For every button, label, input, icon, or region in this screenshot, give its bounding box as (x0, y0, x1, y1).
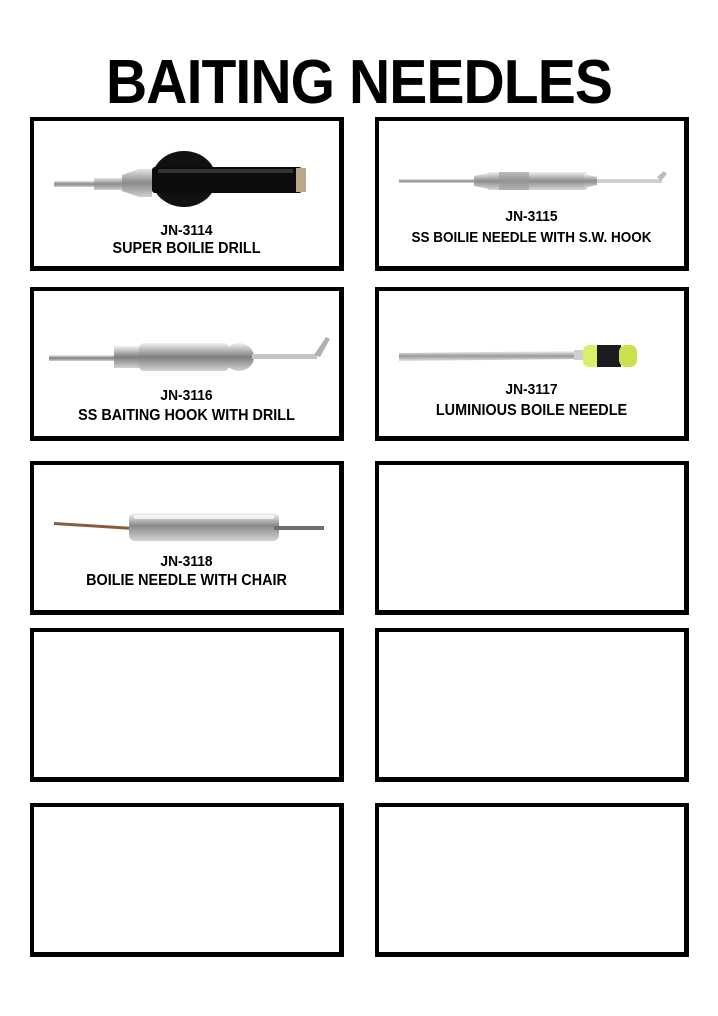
product-card-jn-3116 (30, 287, 344, 441)
ss-baiting-hook-drill-image (34, 291, 339, 386)
empty-card (30, 628, 344, 782)
empty-card (375, 803, 689, 957)
product-card-jn-3115 (375, 117, 689, 271)
product-code: JN-3118 (160, 553, 213, 570)
empty-card (375, 628, 689, 782)
empty-card (375, 461, 689, 615)
product-card-jn-3117 (375, 287, 689, 441)
product-code: JN-3115 (505, 208, 558, 225)
product-card-jn-3114 (30, 117, 344, 271)
luminious-boile-needle-image (379, 291, 684, 381)
page-title: BAITING NEEDLES (106, 48, 612, 117)
product-name: SUPER BOILIE DRILL (112, 240, 261, 257)
product-code: JN-3114 (160, 222, 213, 239)
product-name: SS BOILIE NEEDLE WITH S.W. HOOK (411, 229, 652, 246)
product-code: JN-3117 (505, 381, 558, 398)
empty-card (30, 803, 344, 957)
product-card-jn-3118 (30, 461, 344, 615)
product-name: SS BAITING HOOK WITH DRILL (78, 407, 295, 424)
product-code: JN-3116 (160, 387, 213, 404)
product-name: BOILIE NEEDLE WITH CHAIR (86, 572, 287, 589)
boilie-needle-chair-image (34, 465, 339, 560)
super-boilie-drill-image (34, 121, 339, 211)
product-name: LUMINIOUS BOILE NEEDLE (435, 402, 628, 419)
ss-boilie-needle-sw-hook-image (379, 121, 684, 211)
